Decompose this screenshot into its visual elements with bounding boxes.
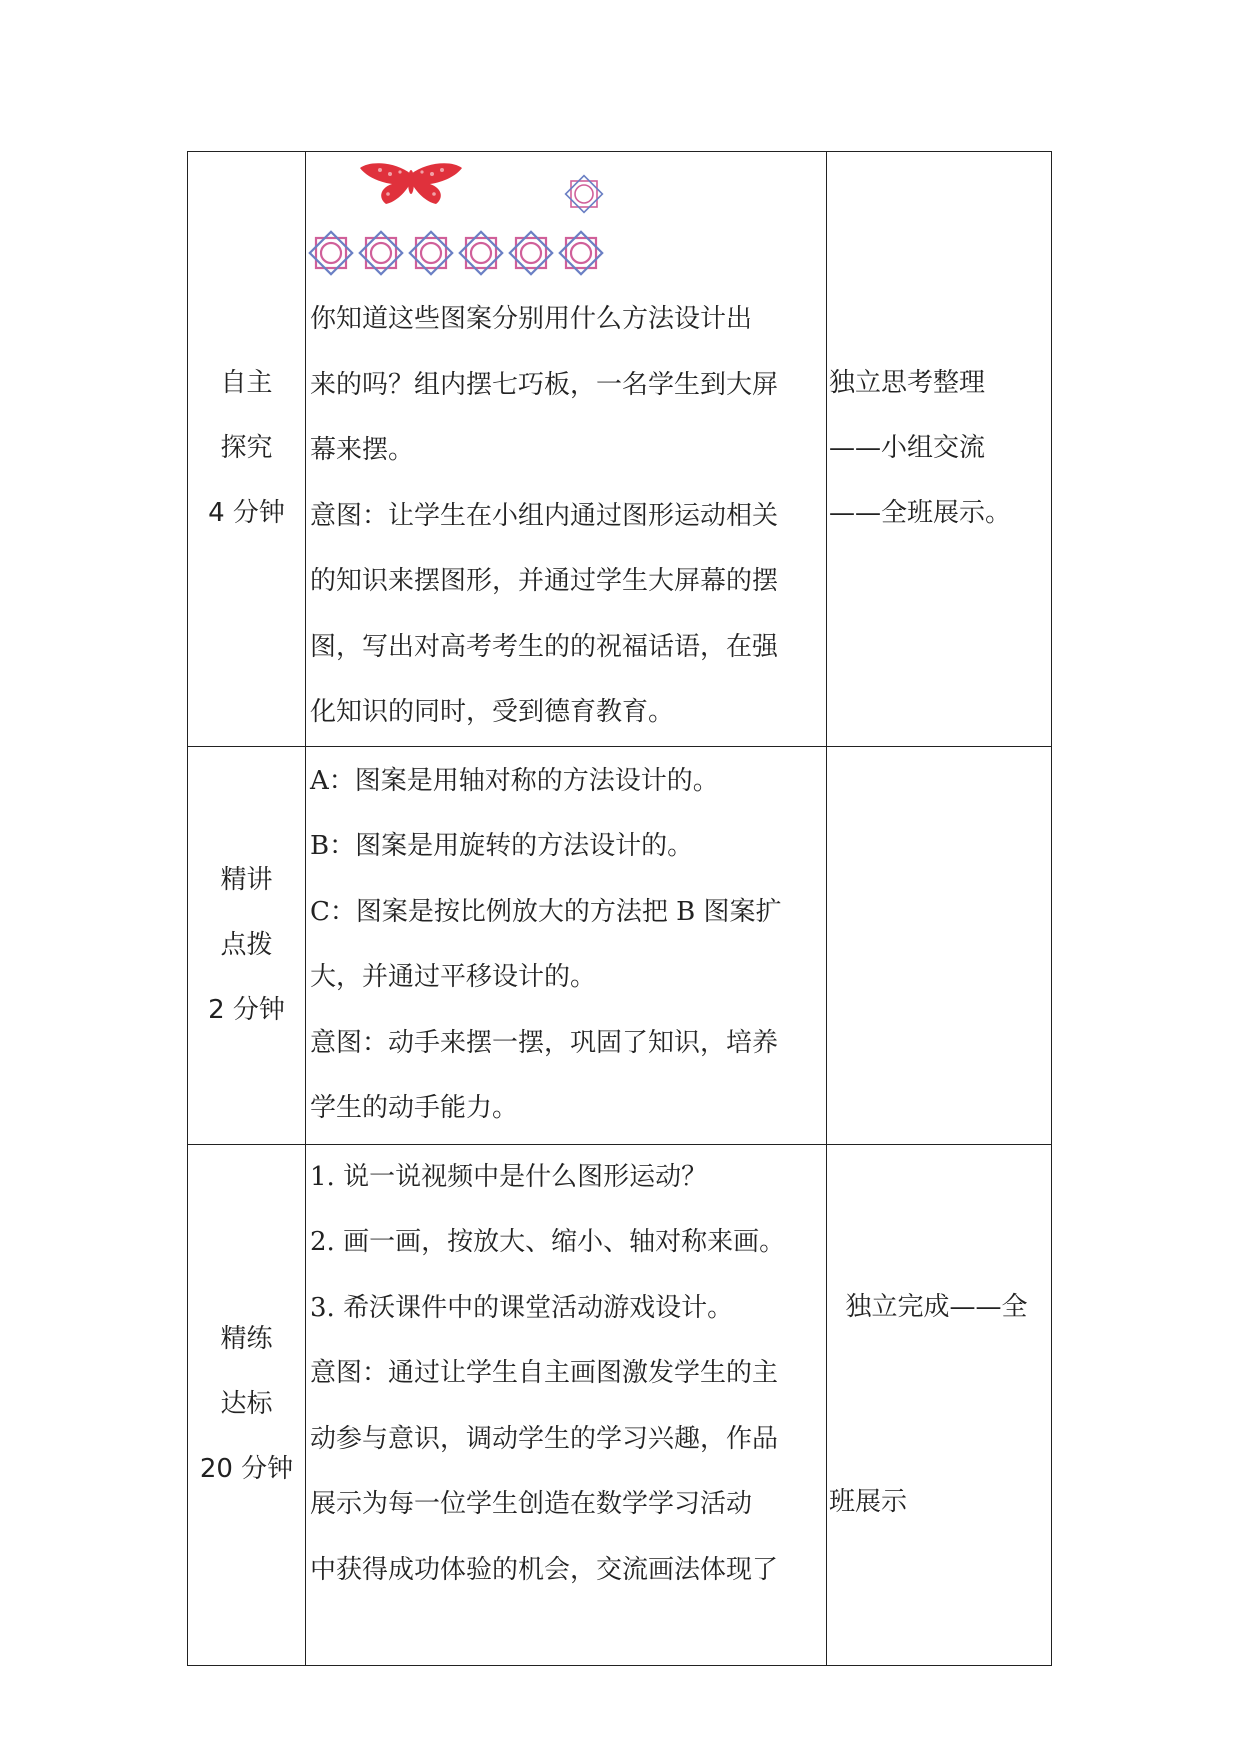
content-line: 动参与意识，调动学生的学习兴趣，作品 [310,1423,779,1454]
stage-line: 精讲 [220,864,273,895]
rosette-image [458,230,504,276]
mode-line: ——全班展示。 [829,498,1012,529]
mode-cell [827,152,1052,747]
table-row [188,1144,1052,1665]
stage-line: 4 分钟 [208,498,285,529]
stage-line: 达标 [220,1389,273,1419]
mode-line: ——小组交流 [829,433,986,464]
lesson-plan-table [187,151,1052,1666]
rosette-image [508,230,554,276]
content-line: 大，并通过平移设计的。 [310,962,597,992]
butterfly-image [356,160,466,208]
stage-line: 探究 [220,433,273,464]
rosette-image [558,230,604,276]
content-cell [306,152,827,747]
mode-line: 独立思考整理 [829,368,986,399]
content-line: 幕来摆。 [310,435,415,465]
stage-line: 自主 [220,368,273,399]
table-row [188,746,1052,1144]
mode-cell [827,1144,1052,1665]
rosette-image [308,230,354,276]
content-line: C：图案是按比例放大的方法把 B 图案扩 [310,896,782,927]
content-line: 你知道这些图案分别用什么方法设计出 [310,304,753,334]
content-line: 意图：动手来摆一摆，巩固了知识，培养 [310,1027,779,1058]
content-line: A：图案是用轴对称的方法设计的。 [310,765,719,796]
mode-text [827,1145,1051,1665]
content-line: 意图：让学生在小组内通过图形运动相关 [310,500,779,531]
mode-cell [827,746,1052,1144]
rosette-image [358,230,404,276]
content-line: 1. 说一说视频中是什么图形运动？ [310,1161,708,1192]
content-line: 学生的动手能力。 [310,1093,519,1123]
content-line: 3. 希沃课件中的课堂活动游戏设计。 [310,1292,734,1323]
mode-line: 独立完成——全 [829,1291,1028,1322]
stage-line: 2 分钟 [208,994,285,1025]
content-line: 的知识来摆图形，并通过学生大屏幕的摆 [310,566,779,596]
content-cell [306,746,827,1144]
stage-line: 精练 [220,1324,273,1354]
stage-cell [188,746,306,1144]
content-line: 化知识的同时，受到德育教育。 [310,697,675,727]
stage-line: 点拨 [220,929,273,960]
content-line: 意图：通过让学生自主画图激发学生的主 [310,1358,779,1388]
rosette-image [408,230,454,276]
content-line: 中获得成功体验的机会，交流画法体现了 [310,1554,779,1585]
stage-cell [188,152,306,747]
content-text [306,287,826,746]
stage-cell [188,1144,306,1665]
stage-line: 20 分钟 [199,1454,294,1484]
rosette-image [562,172,606,216]
table-row [188,152,1052,747]
mode-text [827,351,1051,546]
content-line: B：图案是用旋转的方法设计的。 [310,831,694,861]
content-line: 来的吗？组内摆七巧板，一名学生到大屏 [310,369,779,400]
content-line: 图，写出对高考考生的的祝福话语，在强 [310,631,779,662]
content-text [306,1145,826,1604]
content-cell [306,1144,827,1665]
content-line: 2. 画一画，按放大、缩小、轴对称来画。 [310,1227,786,1257]
mode-line: 班展示 [829,1486,908,1517]
content-text [306,747,826,1142]
pattern-images [306,152,826,287]
content-line: 展示为每一位学生创造在数学学习活动 [310,1489,753,1519]
